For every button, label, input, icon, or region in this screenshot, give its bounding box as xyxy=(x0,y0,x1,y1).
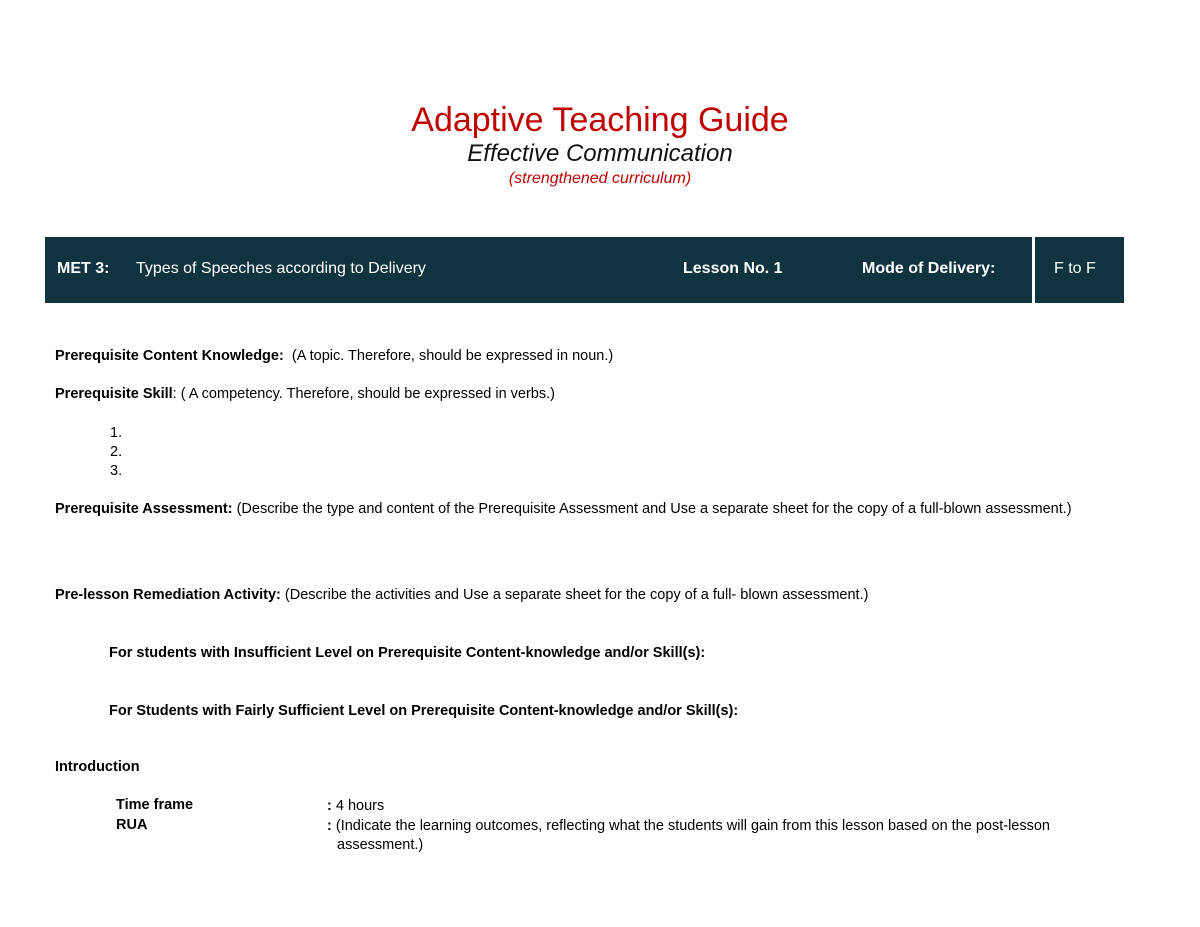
skill-text: : ( A competency. Therefore, should be expressed in verbs.) xyxy=(172,386,555,402)
met-label: MET 3: xyxy=(57,260,110,277)
fairly-sufficient-level-heading: For Students with Fairly Sufficient Level on Prerequisite Content-knowledge and/or Skill(s): xyxy=(109,703,739,719)
mode-of-delivery-label: Mode of Delivery: xyxy=(862,260,996,277)
insufficient-level-heading: For students with Insufficient Level on Prerequisite Content-knowledge and/or Skill(s): xyxy=(109,645,706,661)
title-block xyxy=(0,100,1200,189)
document-subtitle: Effective Communication xyxy=(467,140,733,167)
document-title: Adaptive Teaching Guide xyxy=(411,101,789,139)
header-divider xyxy=(1032,237,1035,303)
rua-value: (Indicate the learning outcomes, reflecting what the students will gain from this lesson based on the post-lesson assessment.) xyxy=(335,818,1050,853)
content-knowledge-label: Prerequisite Content Knowledge: xyxy=(55,348,284,364)
met-topic: Types of Speeches according to Delivery xyxy=(136,260,426,277)
time-frame-label: Time frame xyxy=(116,797,194,813)
prerequisite-content-knowledge xyxy=(55,348,613,364)
rua-value-row xyxy=(327,817,1127,855)
list-item: 1. xyxy=(110,425,123,441)
rua-colon: : xyxy=(327,818,332,834)
rua-label: RUA xyxy=(116,817,148,833)
content-knowledge-text: (A topic. Therefore, should be expressed in noun.) xyxy=(283,348,614,364)
remediation-label: Pre-lesson Remediation Activity: xyxy=(55,587,281,603)
document-note: (strengthened curriculum) xyxy=(508,170,692,187)
pre-lesson-remediation xyxy=(55,587,868,603)
lesson-header-bar xyxy=(45,237,1124,303)
time-frame-colon: : xyxy=(327,798,332,814)
lesson-number: Lesson No. 1 xyxy=(683,260,783,277)
assessment-label: Prerequisite Assessment: xyxy=(55,501,233,517)
skill-numbered-list xyxy=(55,424,122,481)
remediation-text: (Describe the activities and Use a separate sheet for the copy of a full- blown assessment.) xyxy=(280,587,869,603)
time-frame-value: 4 hours xyxy=(335,798,385,814)
prerequisite-skill xyxy=(55,386,555,402)
time-frame-value-row xyxy=(327,797,1117,816)
list-item: 3. xyxy=(110,463,123,479)
prerequisite-assessment xyxy=(55,500,1125,519)
list-item: 2. xyxy=(110,444,123,460)
assessment-text: (Describe the type and content of the Prerequisite Assessment and Use a separate sheet for the copy of a full-blown assessment.) xyxy=(232,501,1072,517)
mode-of-delivery-value: F to F xyxy=(1054,260,1096,277)
skill-label: Prerequisite Skill xyxy=(55,386,173,402)
introduction-heading: Introduction xyxy=(55,759,140,775)
